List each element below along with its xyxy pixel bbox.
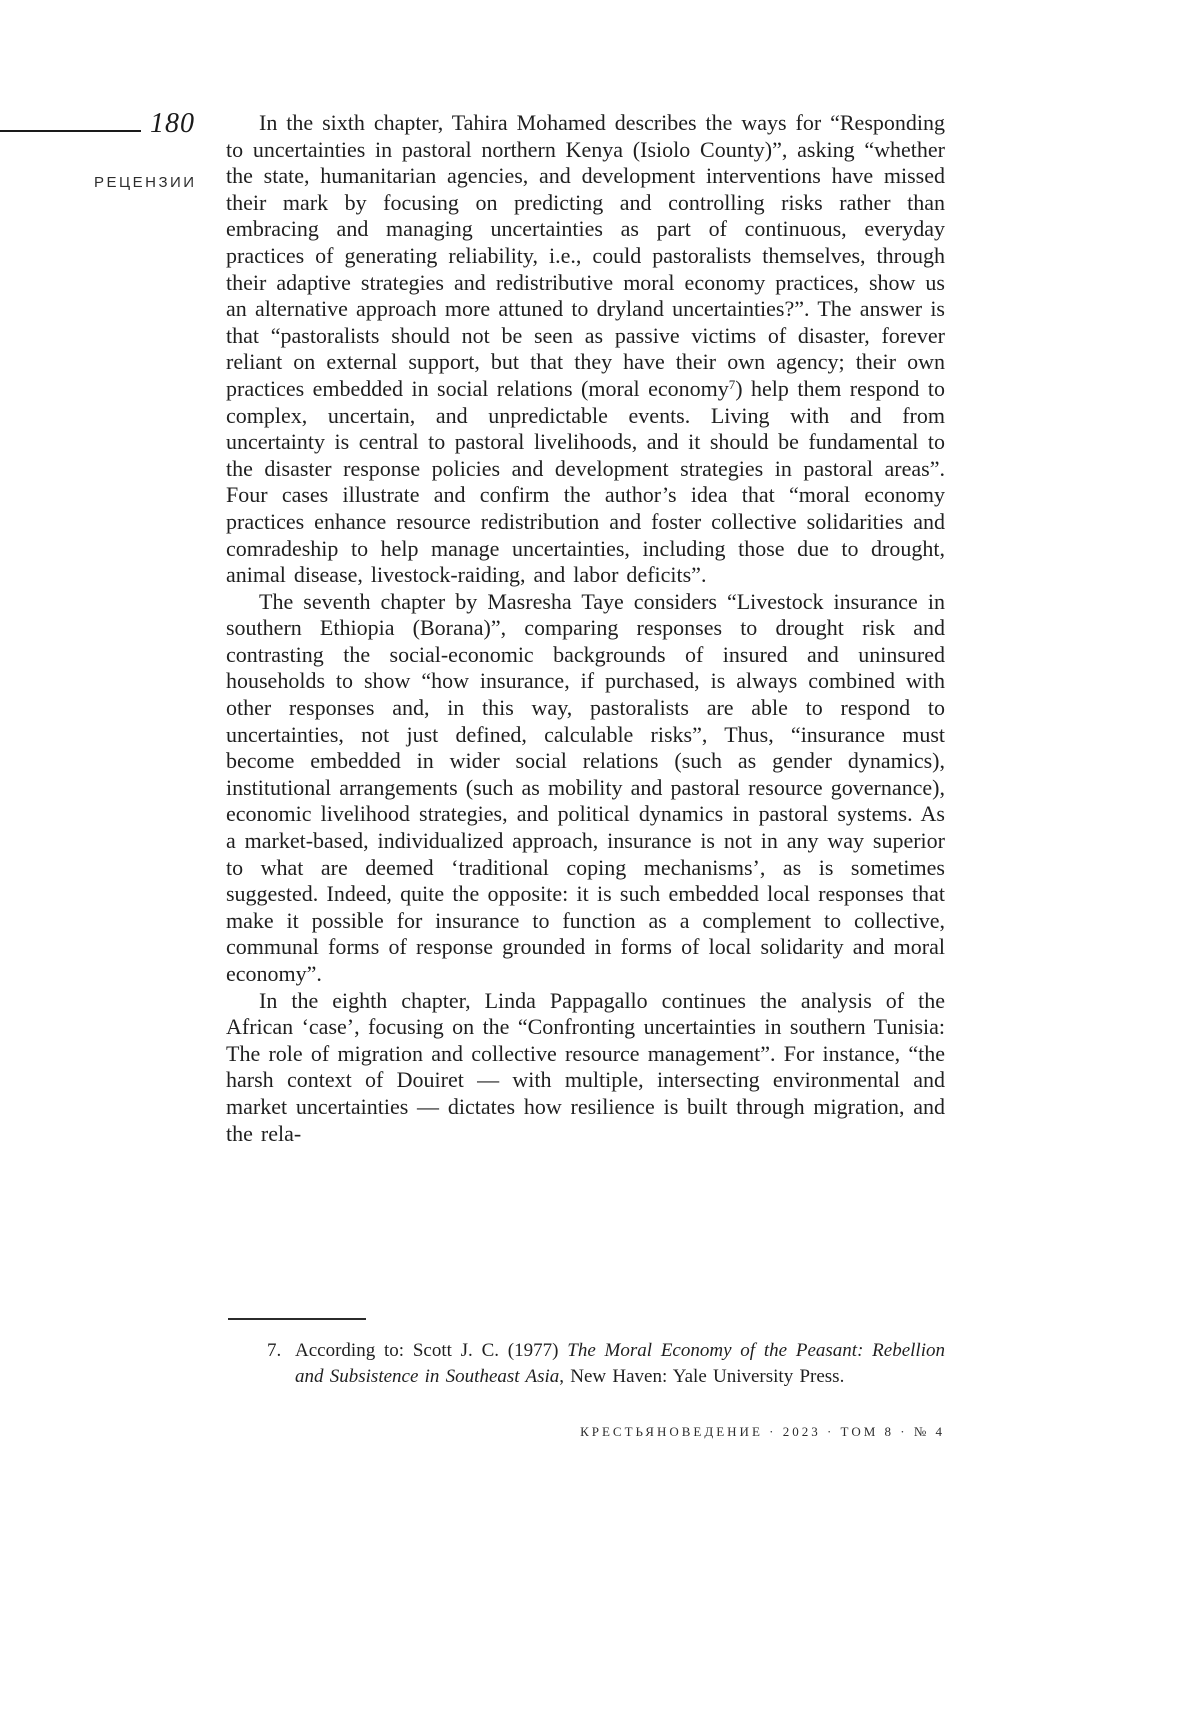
- body-paragraph-2: The seventh chapter by Masresha Taye considers “Livestock insurance in southern Ethiopia (Borana)”, comparing responses to drought risk and contrasting the social-economic backgrounds of insured and uninsured households to show “how insurance, if purchased, is always combined with other responses and, in this way, pastoralists are able to respond to uncertainties, not just defined, calculable risks”, Thus, “insurance must become embedded in wider social relations (such as gender dynamics), institutional arrangements (such as mobility and pastoral resource governance), economic livelihood strategies, and political dynamics in pastoral systems. As a market-based, individualized approach, insurance is not in any way superior to what are deemed ‘traditional coping mechanisms’, as is sometimes suggested. Indeed, quite the opposite: it is such embedded local responses that make it possible for insurance to function as a complement to collective, communal forms of response grounded in forms of local solidarity and moral economy”.: [226, 588, 945, 986]
- footnote-text-lead: According to: Scott J. C. (1977): [295, 1340, 568, 1361]
- footnote-marker: 7.: [267, 1340, 282, 1361]
- body-text: [226, 110, 945, 1147]
- footer-journal-line: КРЕСТЬЯНОВЕДЕНИЕ · 2023 · ТОМ 8 · № 4: [580, 1424, 945, 1439]
- page-number: 180: [150, 108, 195, 139]
- footnote-7: [226, 1338, 945, 1390]
- footnote-separator: [228, 1318, 366, 1320]
- footnote-block: [226, 1318, 945, 1390]
- paragraph-1-text-before-ref: In the sixth chapter, Tahira Mohamed describes the ways for “Responding to uncertainties in pastoral northern Kenya (Isiolo County)”, asking “whether the state, humanitarian agencies, and development interventions have missed their mark by focusing on predicting and controlling risks rather than embracing and managing uncertainties as part of continuous, everyday practices of generating reliability, i.e., could pastoralists themselves, through their adaptive strategies and redistributive moral economy practices, show us an alternative approach more attuned to dryland uncertainties?”. The answer is that “pastoralists should not be seen as passive victims of disaster, forever reliant on external support, but that they have their own agency; their own practices embedded in social relations (moral economy: [226, 110, 945, 401]
- paragraph-1-text-after-ref: ) help them respond to complex, uncertain, and unpredictable events. Living with and from uncertainty is central to pastoral livelihoods, and it should be fundamental to the disaster response policies and development strategies in pastoral areas”. Four cases illustrate and confirm the author’s idea that “moral economy practices enhance resource redistribution and foster collective solidarities and comradeship to help manage uncertainties, including those due to drought, animal disease, livestock-raiding, and labor deficits”.: [226, 375, 945, 588]
- section-label: РЕЦЕНЗИИ: [94, 174, 197, 191]
- header-rule: [0, 130, 141, 132]
- footnote-ref-7: 7: [728, 376, 736, 392]
- footnote-book-title: The Moral Economy of the Peasant: Rebellion and Subsistence in Southeast Asia: [295, 1340, 945, 1387]
- body-paragraph-3: In the eighth chapter, Linda Pappagallo continues the analysis of the African ‘case’, focusing on the “Confronting uncertainties in southern Tunisia: The role of migration and collective resource management”. For instance, “the harsh context of Douiret — with multiple, intersecting environmental and market uncertainties — dictates how resilience is built through migration, and the rela-: [226, 987, 945, 1146]
- footnote-text-tail: , New Haven: Yale University Press.: [559, 1366, 845, 1387]
- body-paragraph-1: [226, 110, 945, 589]
